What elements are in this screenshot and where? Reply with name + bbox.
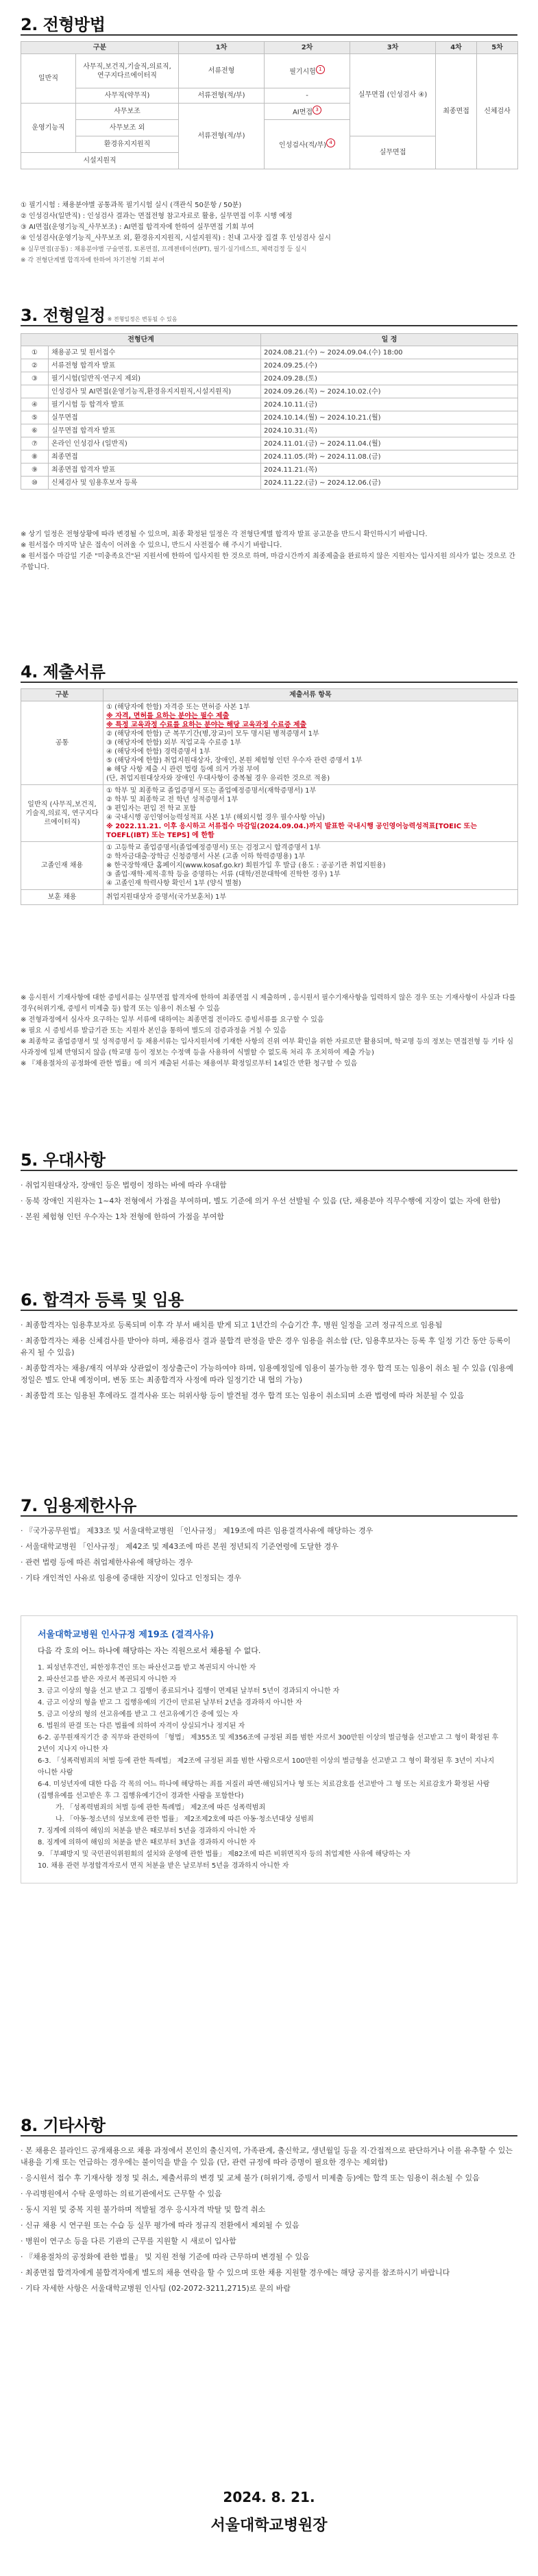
table-header: 일 정	[261, 334, 518, 346]
table-row	[21, 450, 518, 464]
box-subitem: 가. 「성폭력범죄의 처벌 등에 관한 특례법」 제2조에 따른 성폭력범죄	[56, 1804, 266, 1811]
note-line: ② 인성검사(일반직) : 인성검사 결과는 면접전형 참고자료로 활용, 실무면접 이후 시행 예정	[21, 213, 293, 220]
list-item: ① 고등학교 졸업증명서(졸업예정증명서) 또는 검정고시 합격증명서 1부	[106, 844, 321, 852]
highschool-items	[103, 842, 518, 890]
section-title: 3. 전형일정	[21, 306, 106, 325]
row-number: ⑧	[21, 450, 49, 464]
row-date: 2024.11.05.(화) ~ 2024.11.08.(금)	[261, 450, 518, 464]
cell-written	[265, 54, 350, 88]
documents-notes	[21, 993, 517, 1070]
group-highschool: 고졸인재 채용	[21, 842, 103, 890]
list-item: ※ 2022.11.21. 이후 응시하고 서류접수 마감일(2024.09.04.)까지 발표한 국내시행 공인영어능력성적표[TOEIC 또는 TOEFL(IBT) 또는 TEPS] 에 한함	[106, 823, 477, 839]
row-number: ⑨	[21, 464, 49, 477]
table-row	[21, 398, 518, 411]
row-stage: 서류전형 합격자 발표	[49, 359, 261, 372]
general-items	[103, 785, 518, 842]
selection-method-notes	[21, 200, 517, 266]
row-label: 시설지원직	[21, 153, 179, 169]
box-item: 6-2. 공무원재직기간 중 직무와 관련하여 「형법」 제355조 및 제356조에 규정된 죄를 범한 자로서 300만원 이상의 벌금형을 선고받고 그 형이 확정된 후 2년이 지나지 아니한 자	[38, 1734, 499, 1753]
cell-ai-text: AI면접	[292, 108, 313, 117]
list-item: ② 학자금대출·장학금 신청증명서 사본 (고졸 이하 학력증명용) 1부	[106, 853, 306, 860]
list-item: · 우리병원에서 수탁 운영하는 의료기관에서도 근무할 수 있음	[21, 2189, 222, 2198]
list-item: · 본원 체험형 인턴 우수자는 1차 전형에 한하여 가점을 부여함	[21, 1212, 224, 1221]
list-item: ※ 자격, 면허를 요하는 분야는 필수 제출	[106, 712, 230, 720]
list-item: · 기타 자세한 사항은 서울대학교병원 인사팀 (02-2072-3211,2715)로 문의 바람	[21, 2284, 291, 2293]
documents-table	[21, 688, 518, 905]
row-stage: 온라인 인성검사 (일반직)	[49, 437, 261, 450]
disqualification-box-inner	[21, 1615, 517, 1883]
divider	[21, 1515, 517, 1517]
note-line: ※ 『채용절차의 공정화에 관한 법률』에 의거 제출된 서류는 채용여부 확정일로부터 14일간 반환 청구할 수 있음	[21, 1060, 358, 1068]
list-item: ③ 졸업·재학·제적·휴학 등을 증명하는 서류 (대학/전문대학에 진학한 경우) 1부	[106, 871, 341, 878]
list-item: ④ 국내시행 공인영어능력성적표 사본 1부 (해외시험 경우 필수사항 아님)	[106, 814, 326, 821]
row-stage: 실무면접 합격자 발표	[49, 424, 261, 437]
row-stage: 신체검사 및 임용후보자 등록	[49, 477, 261, 490]
row-number: ③	[21, 372, 49, 385]
table-header: 2차	[265, 42, 350, 54]
table-header: 3차	[350, 42, 436, 54]
section-schedule	[21, 302, 517, 326]
common-items	[103, 701, 518, 785]
list-item: ④ (해당자에 한함) 경력증명서 1부	[106, 748, 210, 756]
section-others	[21, 2112, 517, 2136]
note-line: ① 필기시험 : 채용분야별 공통과목 필기시험 실시 (객관식 50문항 / 50분)	[21, 202, 242, 209]
list-item: · 『국가공무원법』 제33조 및 서울대학교병원 「인사규정」 제19조에 따른 임용결격사유에 해당하는 경우	[21, 1526, 374, 1535]
list-item: ③ 편입자는 편입 전 학교 포함	[106, 805, 197, 812]
cell-practical: 실무면접 (인성검사 ④)	[350, 54, 436, 136]
row-number	[21, 385, 49, 398]
selection-method-table-wrap	[21, 41, 517, 169]
row-label: 사무보조	[76, 104, 179, 120]
cell-dash: -	[265, 88, 350, 104]
row-date: 2024.11.21.(목)	[261, 464, 518, 477]
row-date: 2024.11.22.(금) ~ 2024.12.06.(금)	[261, 477, 518, 490]
table-row	[21, 372, 518, 385]
table-header: 4차	[436, 42, 477, 54]
divider	[21, 1170, 517, 1171]
table-row	[21, 346, 518, 359]
row-date: 2024.09.28.(토)	[261, 372, 518, 385]
row-date: 2024.10.14.(월) ~ 2024.10.21.(월)	[261, 411, 518, 424]
list-item: · 최종합격 또는 임용된 후에라도 결격사유 또는 허위사항 등이 발견될 경우 합격 또는 임용이 취소되며 소관 법령에 따라 처분될 수 있음	[21, 1391, 465, 1400]
list-item: · 동북 장애인 지원자는 1~4차 전형에서 가점을 부여하며, 별도 기준에 의거 우선 선발될 수 있음 (단, 채용분야 직무수행에 지장이 없는 자에 한함)	[21, 1196, 501, 1205]
section-title: 4. 제출서류	[21, 662, 106, 682]
row-stage: 필기시험(일반직·연구지 제외)	[49, 372, 261, 385]
table-header: 구분	[21, 689, 103, 701]
list-item: · 신규 채용 시 연구원 또는 수습 등 실무 평가에 따라 정규직 전환에서 제외될 수 있음	[21, 2221, 299, 2230]
note-line: ※ 필요 시 증빙서류 발급기관 또는 지원자 본인을 통하여 별도의 검증과정을 거칠 수 있음	[21, 1027, 286, 1035]
divider	[21, 2135, 517, 2136]
row-date: 2024.09.26.(목) ~ 2024.10.02.(수)	[261, 385, 518, 398]
table-header: 5차	[477, 42, 518, 54]
others-list	[21, 2145, 517, 2298]
row-stage: 인성검사 및 AI면접(운영기능직,환경유지지원직,시설지원직)	[49, 385, 261, 398]
box-intro: 다음 각 호의 어느 하나에 해당하는 자는 직원으로서 채용될 수 없다.	[38, 1646, 261, 1655]
list-item: ② (해당자에 한함) 군 복무기간(병,장교)이 모두 명시된 병적증명서 1부	[106, 730, 319, 738]
box-item: 7. 징계에 의하여 해임의 처분을 받은 때로부터 5년을 경과하지 아니한 자	[38, 1827, 256, 1835]
table-row	[21, 437, 518, 450]
list-item: · 응시원서 접수 후 기재사항 정정 및 취소, 제출서류의 변경 및 교체 불가 (허위기재, 증빙서 미제출 등)에는 합격 또는 임용이 취소될 수 있음	[21, 2174, 480, 2182]
row-label: 사무보조 외	[76, 120, 179, 136]
table-header: 1차	[179, 42, 265, 54]
section-title: 2. 전형방법	[21, 15, 106, 34]
section-registration	[21, 1286, 517, 1310]
table-header: 전형단계	[21, 334, 261, 346]
note-line	[21, 993, 517, 1015]
row-number: ⑦	[21, 437, 49, 450]
section-restrictions	[21, 1492, 517, 1516]
list-item: ※ 특정 교육과정 수료를 요하는 분야는 해당 교육과정 수료증 제출	[106, 721, 307, 729]
list-item: · 최종합격자는 채용/재직 여부와 상관없이 정상출근이 가능하여야 하며, 임용예정일에 임용이 불가능한 경우 합격 또는 임용이 취소 될 수 있음 (임용예정일은 별도 안내 예정이며, 변동 또는 최종합격자 사정에 따라 일정기간 내 협의 가능)	[21, 1364, 513, 1384]
list-item: · 병원이 연구소 등을 다른 기관의 근무를 지원할 시 새로이 입사함	[21, 2237, 236, 2246]
selection-method-table	[21, 41, 518, 169]
table-row	[21, 477, 518, 490]
list-item: · 최종합격자는 임용후보자로 등록되며 이후 각 부서 배치를 받게 되고 1년간의 수습기간 후, 병원 일정을 고려 정규직으로 임용됨	[21, 1321, 443, 1329]
note-line: ※ 실무면접(공통) : 채용분야별 구술면접, 토론면접, 프레젠테이션(PT), 필기·실기테스트, 체력검정 등 실시	[21, 246, 307, 253]
list-item: · 『채용절차의 공정화에 관한 법률』 및 지원 전형 기준에 따라 근무하며 변경될 수 있음	[21, 2252, 310, 2261]
divider	[21, 1310, 517, 1311]
box-item: 5. 금고 이상의 형의 선고유예를 받고 그 선고유예기간 중에 있는 자	[38, 1711, 239, 1718]
box-item: 2. 파산선고를 받은 자로서 복권되지 아니한 자	[38, 1676, 177, 1683]
box-item: 9. 「부패방지 및 국민권익위원회의 설치와 운영에 관한 법률」 제82조에 따른 비위면직자 등의 취업제한 사유에 해당하는 자	[38, 1851, 411, 1858]
schedule-table-wrap	[21, 333, 517, 490]
box-item: 6-3. 「성폭력범죄의 처벌 등에 관한 특례법」 제2조에 규정된 죄를 범한 사람으로서 100만원 이상의 벌금형을 선고받고 그 형이 확정된 후 3년이 지나지 아니한 사람	[38, 1757, 495, 1777]
registration-list	[21, 1319, 517, 1406]
section-selection-method	[21, 11, 517, 35]
list-item: ④ 고졸인재 학력사항 확인서 1부 (양식 별첨)	[106, 880, 241, 887]
list-item: · 기타 개인적인 사유로 임용에 중대한 지장이 있다고 인정되는 경우	[21, 1574, 241, 1582]
documents-table-wrap	[21, 688, 517, 905]
list-item: · 동시 지원 및 중복 지원 불가하며 적발될 경우 응시자격 박탈 및 합격 취소	[21, 2205, 266, 2214]
cell-practical2: 실무면접	[350, 136, 436, 169]
signature: 서울대학교병원장	[210, 2517, 328, 2534]
schedule-notes	[21, 529, 517, 573]
row-date: 2024.11.01.(금) ~ 2024.11.04.(월)	[261, 437, 518, 450]
section-title: 7. 임용제한사유	[21, 1496, 136, 1515]
cell-doc: 서류전형	[179, 54, 265, 88]
signature-block	[21, 2489, 517, 2535]
row-date: 2024.10.31.(목)	[261, 424, 518, 437]
row-date: 2024.09.25.(수)	[261, 359, 518, 372]
note-line: ③ AI면접(운영기능직_사무보조) : AI면접 합격자에 한하여 실무면접 기회 부여	[21, 224, 254, 231]
list-item: ① (해당자에 한함) 자격증 또는 면허증 사본 1부	[106, 703, 250, 711]
table-header: 구분	[21, 42, 179, 54]
group-general: 일반직	[21, 54, 76, 104]
divider	[21, 325, 517, 326]
list-item: ③ (해당자에 한함) 외부 직업교육 수료증 1부	[106, 739, 241, 747]
row-date: 2024.08.21.(수) ~ 2024.09.04.(수) 18:00	[261, 346, 518, 359]
row-number: ④	[21, 398, 49, 411]
row-stage: 최종면접	[49, 450, 261, 464]
cell-written-text: 필기시험	[289, 68, 316, 76]
note-line: ※ 원서접수 마지막 날은 접속이 어려울 수 있으니, 반드시 사전접수 해 주시기 바랍니다.	[21, 542, 282, 549]
disqualification-box	[21, 1615, 517, 1883]
row-number: ⑥	[21, 424, 49, 437]
divider	[21, 34, 517, 36]
list-item: (단, 취업지원대상자와 장애인 우대사항이 중복될 경우 유리한 것으로 적용)	[106, 775, 330, 782]
section-title-note: ※ 전형일정은 변동될 수 있음	[107, 316, 178, 322]
row-number: ⑩	[21, 477, 49, 490]
cell-final: 최종면접	[436, 54, 477, 169]
section-preferences	[21, 1146, 517, 1170]
note-line: ※ 최종학교 졸업증명서 및 성적증명서 등 채용서류는 입사지원서에 기재한 사항의 진위 여부 확인을 위한 자료로만 활용되며, 학교명 등의 정보는 면접전형 등 기타 심사과정에 일체 반영되지 않음 (학교명 등이 정보는 수정액 등을 사용하여 식별할 수 없도록 처리 후 조치하여 제출 가능)	[21, 1038, 514, 1057]
list-item: · 최종합격자는 채용 신체검사를 받아야 하며, 채용검사 결과 불합격 판정을 받은 경우 임용을 취소함 (단, 임용후보자는 등록 후 일정 기간 동안 등록이 유지 될 수 있음)	[21, 1336, 511, 1357]
list-item: ② 학부 및 최종학교 전 학년 성적증명서 1부	[106, 796, 239, 804]
note-line: ※ 전형과정에서 심사자 요구하는 일부 서류에 대하여는 최종면접 전이라도 증빙서류를 요구할 수 있음	[21, 1016, 324, 1024]
veteran-items	[103, 890, 518, 905]
section-title: 8. 기타사항	[21, 2116, 106, 2135]
table-row	[21, 464, 518, 477]
row-label: 사무직,보건직,기술직,의료직, 연구지다르에이터직	[76, 54, 179, 88]
row-stage: 채용공고 및 원서접수	[49, 346, 261, 359]
list-item: 취업지원대상자 증명서(국가보훈처) 1부	[106, 893, 227, 901]
list-item: ① 학부 및 최종학교 졸업증명서 또는 졸업예정증명서(재학증명서) 1부	[106, 787, 317, 795]
cell-personality-text: 인성검사(적/부)	[278, 141, 327, 149]
list-item: · 본 채용은 블라인드 공개채용으로 채용 과정에서 본인의 출신지역, 가족관계, 출신학교, 생년월일 등을 직·간접적으로 판단하거나 이를 유추할 수 있는 내용을 기재 또는 언급하는 경우에는 불이익을 받을 수 있음 (단, 관련 규정에 따라 증명이 필요한 경우는 제외함)	[21, 2146, 513, 2167]
table-row	[21, 385, 518, 398]
box-item: 10. 채용 관련 부정합격자로서 면직 처분을 받은 날로부터 5년을 경과하지 아니한 자	[38, 1862, 289, 1870]
notice-date: 2024. 8. 21.	[223, 2489, 315, 2505]
row-number: ①	[21, 346, 49, 359]
box-item: 4. 금고 이상의 형을 받고 그 집행유예의 기간이 만료된 날부터 2년을 경과하지 아니한 자	[38, 1699, 302, 1707]
note-line: ※ 상기 일정은 전형상황에 따라 변경될 수 있으며, 최종 확정된 일정은 각 전형단계별 합격자 발표 공고문을 반드시 확인하시기 바랍니다.	[21, 531, 428, 538]
row-label: 사무직(약무직)	[76, 88, 179, 104]
table-row	[21, 424, 518, 437]
section-title: 6. 합격자 등록 및 임용	[21, 1290, 184, 1310]
cell-doc-apt2: 서류전형(적/부)	[179, 104, 265, 169]
list-item: · 관련 법령 등에 따른 취업제한사유에 해당하는 경우	[21, 1558, 193, 1567]
group-general: 일반직 (사무직,보건직, 기술직,의료직, 연구지다르에이터직)	[21, 785, 103, 842]
divider	[21, 682, 517, 683]
row-date: 2024.10.11.(금)	[261, 398, 518, 411]
circled-number-4: 4	[326, 139, 335, 147]
circled-number-1: 1	[316, 65, 325, 74]
group-common: 공통	[21, 701, 103, 785]
note-line: ※ 원서접수 마감일 기준 "미충족요건"된 지원서에 한하여 입사지원 한 것으로 하며, 마감시간까지 최종제출을 완료하지 않은 지원자는 입사지원 의사가 없는 것으로 간주합니다.	[21, 553, 515, 571]
box-item: 6. 법원의 판결 또는 다른 법률에 의하여 자격이 상실되거나 정지된 자	[38, 1722, 245, 1730]
note-text: ※ 응시원서 기재사항에 대한 증빙서류는 실무면접 합격자에 한하여 최종면접 시 제출하며 , 응시원서 필수기재사항을 입력하지 않은 경우 또는 기재사항이 사실과 다를 경우(허위기재, 증빙서 미제출 등) 합격 또는 임용이 취소될 수 있음	[21, 994, 516, 1013]
list-item: ⑤ (해당자에 한함) 취업지원대상자, 장애인, 본원 체험형 인턴 우수자 관련 증명서 1부	[106, 757, 363, 765]
row-stage: 필기시험 등 합격자 발표	[49, 398, 261, 411]
box-list	[38, 1662, 500, 1872]
row-number: ⑤	[21, 411, 49, 424]
row-number: ②	[21, 359, 49, 372]
circled-number-3: 3	[313, 106, 321, 115]
cell-doc-apt: 서류전형(적/부)	[179, 88, 265, 104]
cell-personality	[265, 120, 350, 169]
group-operation: 운영기능직	[21, 104, 76, 153]
list-item: · 취업지원대상자, 장애인 등은 법령이 정하는 바에 따라 우대함	[21, 1181, 227, 1190]
box-subitem: 나. 「아동·청소년의 성보호에 관한 법률」 제2조제2호에 따른 아동·청소년대상 성범죄	[56, 1816, 314, 1823]
restrictions-list	[21, 1525, 517, 1588]
preferences-list	[21, 1179, 517, 1227]
schedule-table	[21, 333, 518, 490]
section-title: 5. 우대사항	[21, 1151, 106, 1170]
box-item: 6-4. 미성년자에 대한 다음 각 목의 어느 하나에 해당하는 죄를 저질러 파면·해임되거나 형 또는 치료감호를 선고받아 그 형 또는 치료감호가 확정된 사람 (집행유예를 선고받은 후 그 집행유예기간이 경과한 사람을 포함한다)	[38, 1781, 490, 1800]
note-line: ※ 각 전형단계별 합격자에 한하여 차기전형 기회 부여	[21, 257, 165, 264]
box-item: 3. 금고 이상의 형을 선고 받고 그 집행이 종료되거나 집행이 면제된 날부터 5년이 경과되지 아니한 자	[38, 1687, 340, 1695]
box-item: 1. 피성년후견인, 피한정후견인 또는 파산선고를 받고 복권되지 아니한 자	[38, 1664, 256, 1672]
row-label: 환경유지지원직	[76, 136, 179, 153]
list-item: ※ 한국장학재단 홈페이지(www.kosaf.go.kr) 회원가입 후 발급 (용도 : 공공기관 취업지원용)	[106, 862, 386, 869]
table-row	[21, 359, 518, 372]
row-stage: 실무면접	[49, 411, 261, 424]
note-line: ④ 인성검사(운영기능직_사무보조 외, 환경유지지원직, 시설지원직) : 친내 고사장 집결 후 인성검사 실시	[21, 234, 331, 242]
list-item: · 서울대학교병원 「인사규정」 제42조 및 제43조에 따른 본원 정년퇴직 기준연령에 도달한 경우	[21, 1542, 339, 1551]
group-veteran: 보훈 채용	[21, 890, 103, 905]
section-documents	[21, 658, 517, 682]
list-item: ※ 해당 사항 제출 시 관련 법령 등에 의거 가점 부여	[106, 766, 260, 773]
row-stage: 최종면접 합격자 발표	[49, 464, 261, 477]
box-item: 8. 징계에 의하여 해임의 처분을 받은 때로부터 3년을 경과하지 아니한 자	[38, 1839, 256, 1846]
cell-ai	[265, 104, 350, 120]
cell-health: 신체검사	[477, 54, 518, 169]
list-item: · 최종면접 합격자에게 불합격자에게 별도의 채용 연락을 할 수 있으며 또한 채용 지원할 경우에는 해당 공지를 참조하시기 바랍니다	[21, 2268, 450, 2277]
table-header: 제출서류 항목	[103, 689, 518, 701]
table-row	[21, 411, 518, 424]
box-title: 서울대학교병원 인사규정 제19조 (결격사유)	[38, 1630, 215, 1640]
